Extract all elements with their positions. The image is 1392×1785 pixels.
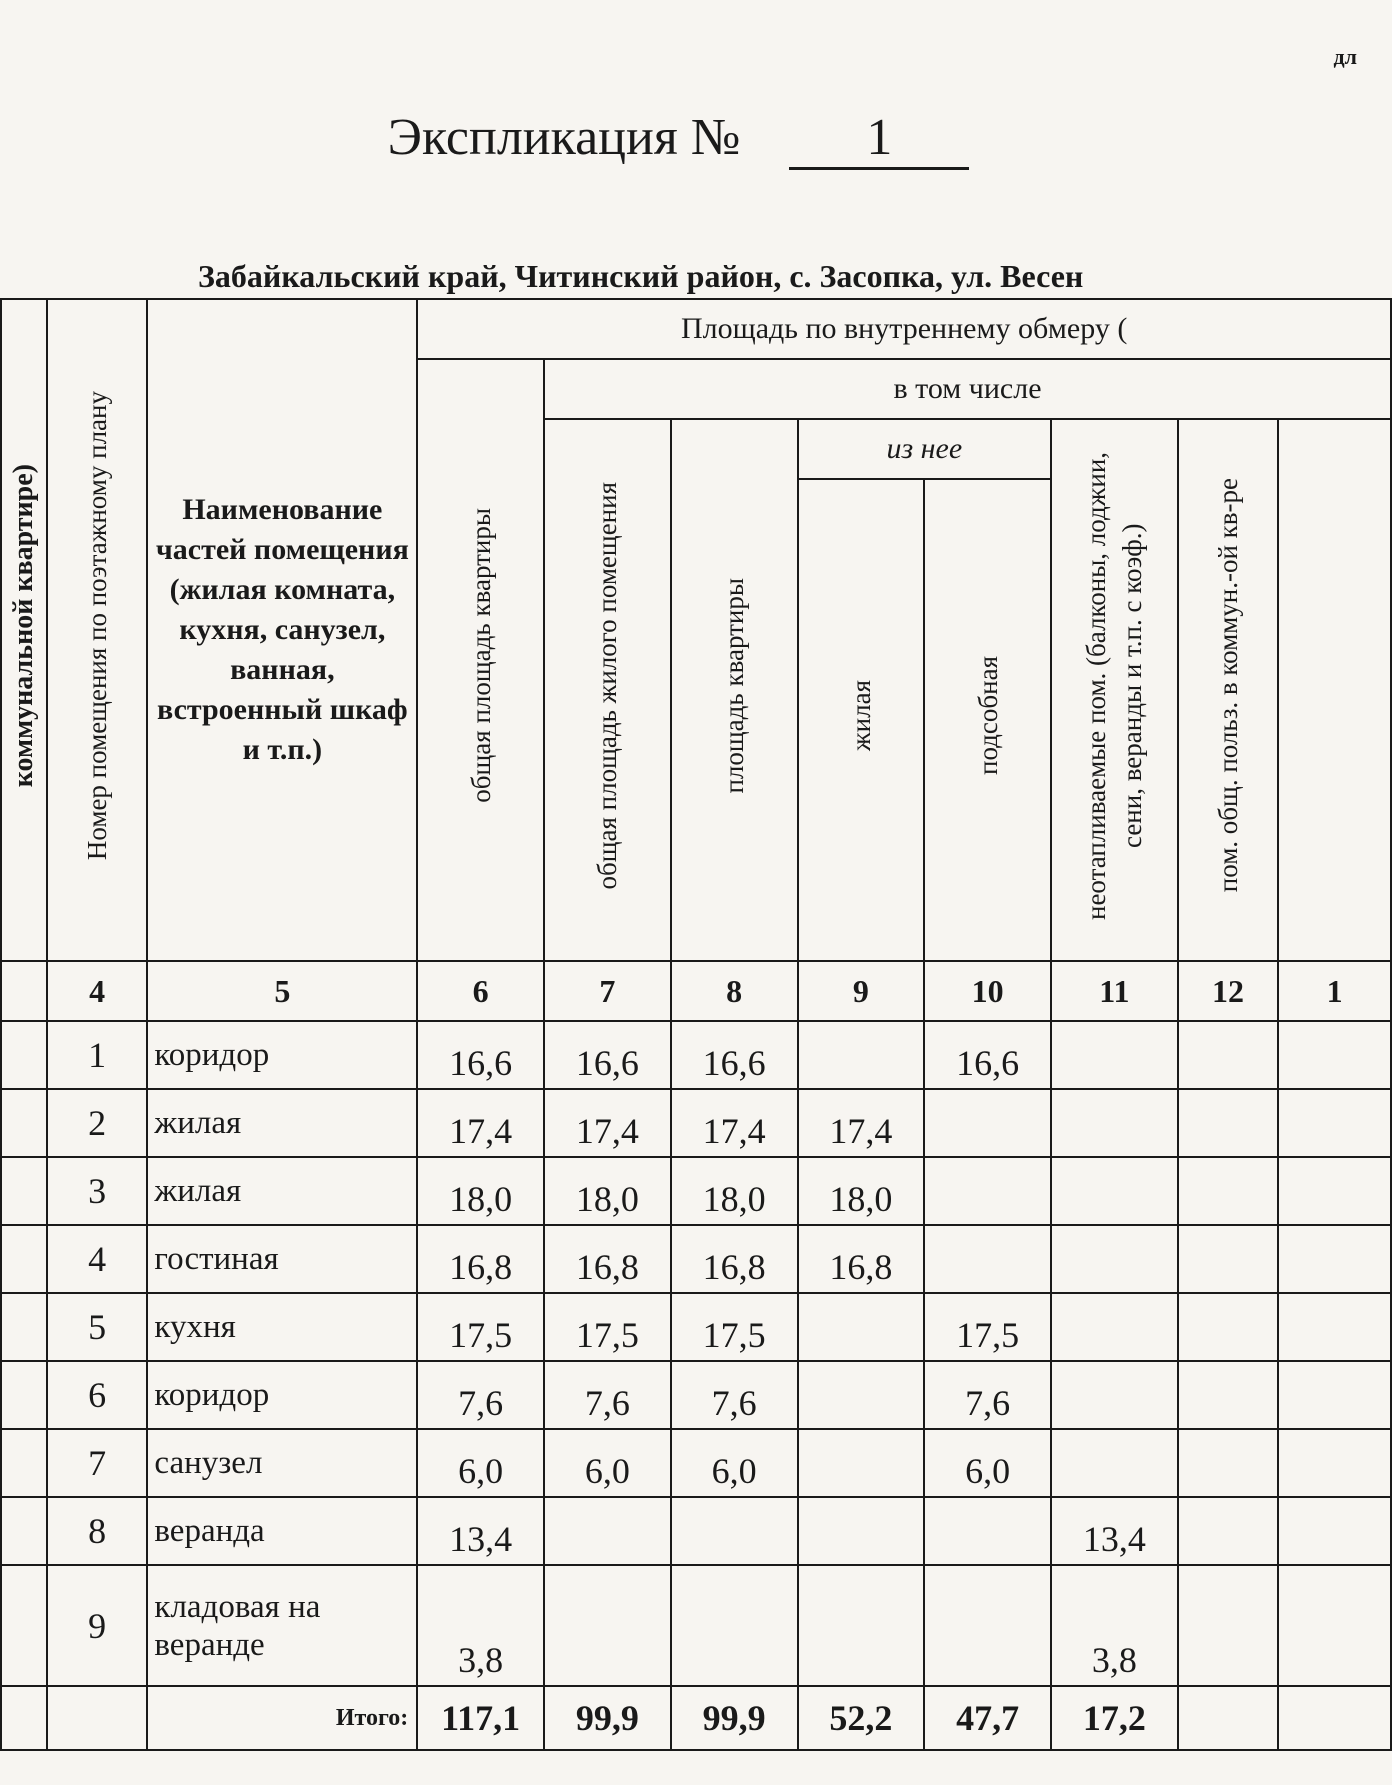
index-cell: 1 [1278, 961, 1391, 1021]
total-c6: 117,1 [417, 1686, 544, 1750]
cell-room-number: 9 [47, 1565, 148, 1686]
cell-c9 [798, 1497, 925, 1565]
index-cell: 6 [417, 961, 544, 1021]
header-c6: общая площадь квартиры [417, 359, 544, 961]
cell-room-number: 1 [47, 1021, 148, 1089]
cell-c13 [1278, 1225, 1391, 1293]
cell-c12 [1178, 1089, 1279, 1157]
cell-room-number: 8 [47, 1497, 148, 1565]
table-row [1, 1157, 1391, 1225]
cell-room-name: жилая [147, 1157, 417, 1225]
header-c9: жилая [798, 479, 925, 961]
cell-c7: 7,6 [544, 1361, 671, 1429]
cell-c9: 17,4 [798, 1089, 925, 1157]
total-c9: 52,2 [798, 1686, 925, 1750]
cell-col-a [1, 1497, 47, 1565]
cell-col-a [1, 1021, 47, 1089]
cell-room-name: кладовая на веранде [147, 1565, 417, 1686]
cell-c6: 3,8 [417, 1565, 544, 1686]
cell-c9 [798, 1565, 925, 1686]
total-c12 [1178, 1686, 1279, 1750]
cell-col-a [1, 1565, 47, 1686]
header-c13 [1278, 419, 1391, 961]
header-room-name: Наименование частей помещения (жилая комната, кухня, санузел, ванная, встроенный шкаф и т.п.) [147, 299, 417, 961]
cell-c13 [1278, 1157, 1391, 1225]
document-title [0, 108, 1357, 170]
explication-table-wrap [0, 298, 1357, 1738]
cell-c8 [671, 1497, 798, 1565]
cell-c8: 17,4 [671, 1089, 798, 1157]
table-row [1, 1225, 1391, 1293]
cell-c7: 6,0 [544, 1429, 671, 1497]
cell-c13 [1278, 1497, 1391, 1565]
header-room-number: Номер помещения по поэтажному плану [47, 299, 148, 961]
cell-c7 [544, 1497, 671, 1565]
cell-c11 [1051, 1157, 1178, 1225]
cell-room-number: 7 [47, 1429, 148, 1497]
cell-c9: 16,8 [798, 1225, 925, 1293]
cell-c10 [924, 1089, 1051, 1157]
cell-c6: 6,0 [417, 1429, 544, 1497]
table-row [1, 1429, 1391, 1497]
cell-c11 [1051, 1089, 1178, 1157]
cell-room-name: коридор [147, 1021, 417, 1089]
title-label: Экспликация № [387, 109, 741, 166]
cell-c12 [1178, 1021, 1279, 1089]
table-row [1, 1565, 1391, 1686]
index-row [1, 961, 1391, 1021]
index-cell: 10 [924, 961, 1051, 1021]
cell-room-number: 3 [47, 1157, 148, 1225]
header-including: в том числе [544, 359, 1391, 419]
total-c8: 99,9 [671, 1686, 798, 1750]
cell-c13 [1278, 1565, 1391, 1686]
cell-room-name: гостиная [147, 1225, 417, 1293]
cell-c9 [798, 1293, 925, 1361]
total-col-b [47, 1686, 148, 1750]
total-c10: 47,7 [924, 1686, 1051, 1750]
cell-c12 [1178, 1565, 1279, 1686]
index-cell: 8 [671, 961, 798, 1021]
cell-room-name: веранда [147, 1497, 417, 1565]
total-c11: 17,2 [1051, 1686, 1178, 1750]
cell-c11 [1051, 1225, 1178, 1293]
index-cell: 12 [1178, 961, 1279, 1021]
cell-c9 [798, 1429, 925, 1497]
cell-room-name: кухня [147, 1293, 417, 1361]
cell-c10: 16,6 [924, 1021, 1051, 1089]
header-c7: общая площадь жилого помещения [544, 419, 671, 961]
header-c8: площадь квартиры [671, 419, 798, 961]
cell-c9: 18,0 [798, 1157, 925, 1225]
total-c7: 99,9 [544, 1686, 671, 1750]
cell-c6: 16,6 [417, 1021, 544, 1089]
cell-c9 [798, 1021, 925, 1089]
cell-c6: 7,6 [417, 1361, 544, 1429]
header-c11: неотапливаемые пом. (балконы, лоджии, сени, веранды и т.п. с коэф.) [1051, 419, 1178, 961]
cell-c11 [1051, 1021, 1178, 1089]
cell-c8: 7,6 [671, 1361, 798, 1429]
cell-c13 [1278, 1361, 1391, 1429]
header-of-which: из нее [798, 419, 1052, 479]
cell-c6: 17,4 [417, 1089, 544, 1157]
index-cell: 11 [1051, 961, 1178, 1021]
cell-col-a [1, 1225, 47, 1293]
cell-c8: 16,8 [671, 1225, 798, 1293]
corner-fragment: дл [1333, 44, 1357, 69]
cell-c6: 13,4 [417, 1497, 544, 1565]
cell-col-a [1, 1361, 47, 1429]
cell-c12 [1178, 1225, 1279, 1293]
cell-c6: 18,0 [417, 1157, 544, 1225]
table-row [1, 1497, 1391, 1565]
explication-table [0, 298, 1392, 1751]
cell-c13 [1278, 1429, 1391, 1497]
cell-col-a [1, 1293, 47, 1361]
cell-c12 [1178, 1429, 1279, 1497]
header-c10: подсобная [924, 479, 1051, 961]
cell-c12 [1178, 1497, 1279, 1565]
title-number: 1 [789, 108, 969, 170]
cell-c12 [1178, 1361, 1279, 1429]
cell-col-a [1, 1157, 47, 1225]
cell-room-number: 6 [47, 1361, 148, 1429]
cell-c11: 3,8 [1051, 1565, 1178, 1686]
table-row [1, 1089, 1391, 1157]
cell-c10 [924, 1225, 1051, 1293]
cell-room-name: коридор [147, 1361, 417, 1429]
header-c12: пом. общ. польз. в коммун.-ой кв-ре [1178, 419, 1279, 961]
table-row [1, 1293, 1391, 1361]
header-col-a: коммунальной квартире) [1, 299, 47, 961]
header-area-group: Площадь по внутреннему обмеру ( [417, 299, 1391, 359]
cell-c7: 17,4 [544, 1089, 671, 1157]
index-cell: 9 [798, 961, 925, 1021]
cell-c12 [1178, 1293, 1279, 1361]
cell-c11: 13,4 [1051, 1497, 1178, 1565]
cell-c8 [671, 1565, 798, 1686]
cell-c6: 16,8 [417, 1225, 544, 1293]
cell-c10 [924, 1497, 1051, 1565]
cell-room-number: 5 [47, 1293, 148, 1361]
cell-col-a [1, 1089, 47, 1157]
cell-c13 [1278, 1089, 1391, 1157]
cell-room-number: 2 [47, 1089, 148, 1157]
cell-c9 [798, 1361, 925, 1429]
cell-c13 [1278, 1021, 1391, 1089]
address-line: Забайкальский край, Читинский район, с. Засопка, ул. Весен [198, 258, 1084, 294]
cell-c7 [544, 1565, 671, 1686]
total-c13 [1278, 1686, 1391, 1750]
table-row [1, 1021, 1391, 1089]
cell-c12 [1178, 1157, 1279, 1225]
cell-room-name: жилая [147, 1089, 417, 1157]
cell-c7: 17,5 [544, 1293, 671, 1361]
cell-c10: 17,5 [924, 1293, 1051, 1361]
header-row-1 [1, 299, 1391, 359]
total-row [1, 1686, 1391, 1750]
cell-c11 [1051, 1293, 1178, 1361]
cell-c8: 18,0 [671, 1157, 798, 1225]
index-cell: 7 [544, 961, 671, 1021]
cell-c10: 6,0 [924, 1429, 1051, 1497]
cell-c7: 18,0 [544, 1157, 671, 1225]
cell-c6: 17,5 [417, 1293, 544, 1361]
cell-room-number: 4 [47, 1225, 148, 1293]
cell-room-name: санузел [147, 1429, 417, 1497]
cell-c8: 16,6 [671, 1021, 798, 1089]
cell-c7: 16,6 [544, 1021, 671, 1089]
cell-col-a [1, 1429, 47, 1497]
total-col-a [1, 1686, 47, 1750]
index-cell: 4 [47, 961, 148, 1021]
table-row [1, 1361, 1391, 1429]
cell-c10: 7,6 [924, 1361, 1051, 1429]
cell-c13 [1278, 1293, 1391, 1361]
cell-c10 [924, 1565, 1051, 1686]
index-cell [1, 961, 47, 1021]
cell-c11 [1051, 1429, 1178, 1497]
cell-c10 [924, 1157, 1051, 1225]
total-label: Итого: [147, 1686, 417, 1750]
cell-c8: 17,5 [671, 1293, 798, 1361]
cell-c11 [1051, 1361, 1178, 1429]
cell-c7: 16,8 [544, 1225, 671, 1293]
index-cell: 5 [147, 961, 417, 1021]
cell-c8: 6,0 [671, 1429, 798, 1497]
